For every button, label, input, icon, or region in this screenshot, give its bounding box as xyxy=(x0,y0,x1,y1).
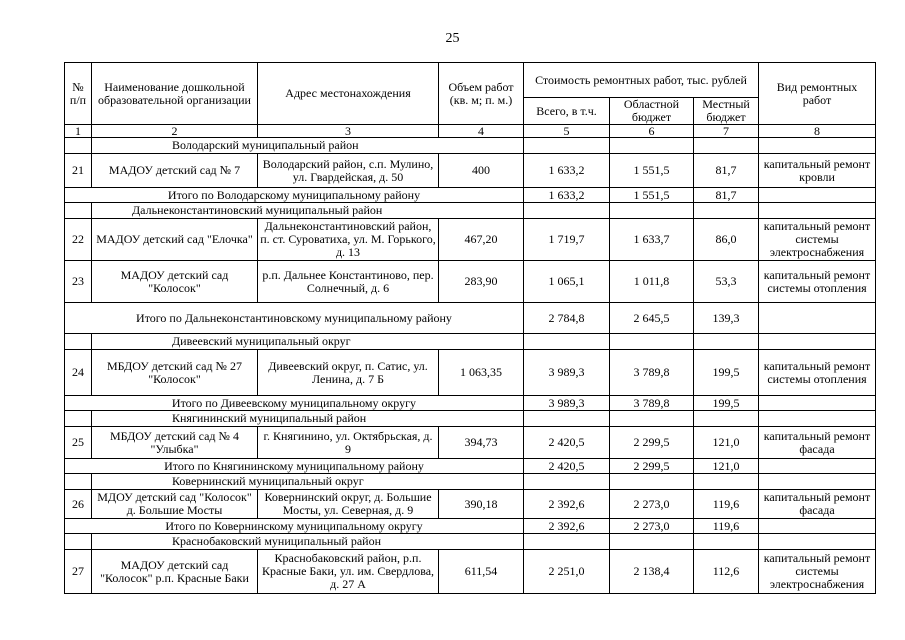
row-total: 1 719,7 xyxy=(524,219,610,261)
row-volume: 394,73 xyxy=(439,427,524,459)
district-row xyxy=(65,138,876,154)
subtotal-regional: 2 299,5 xyxy=(610,459,694,474)
subtotal-total: 3 989,3 xyxy=(524,396,610,411)
table-row xyxy=(65,154,876,188)
row-work-type: капитальный ремонт фасада xyxy=(759,427,876,459)
subtotal-label: Итого по Володарскому муниципальному району xyxy=(65,188,524,203)
district-name: Ковернинский муниципальный округ xyxy=(92,474,524,490)
district-name: Краснобаковский муниципальный район xyxy=(92,534,524,550)
row-local: 199,5 xyxy=(694,350,759,396)
row-work-type: капитальный ремонт системы электроснабжения xyxy=(759,550,876,594)
row-regional: 2 299,5 xyxy=(610,427,694,459)
district-row xyxy=(65,411,876,427)
column-number: 1 xyxy=(65,125,92,138)
table-row xyxy=(65,490,876,519)
column-number: 7 xyxy=(694,125,759,138)
header-volume: Объем работ (кв. м; п. м.) xyxy=(439,63,524,125)
column-number: 2 xyxy=(92,125,258,138)
row-address: Дальнеконстантиновский район, п. ст. Суроватиха, ул. М. Горького, д. 13 xyxy=(258,219,439,261)
header-local: Местный бюджет xyxy=(694,98,759,125)
row-org-name: МДОУ детский сад "Колосок" д. Большие Мосты xyxy=(92,490,258,519)
row-num: 25 xyxy=(65,427,92,459)
district-row xyxy=(65,334,876,350)
row-volume: 283,90 xyxy=(439,261,524,303)
row-address: Володарский район, с.п. Мулино, ул. Гвардейская, д. 50 xyxy=(258,154,439,188)
header-row-1 xyxy=(65,63,876,98)
subtotal-local: 199,5 xyxy=(694,396,759,411)
subtotal-row xyxy=(65,519,876,534)
row-org-name: МАДОУ детский сад "Колосок" xyxy=(92,261,258,303)
row-work-type: капитальный ремонт фасада xyxy=(759,490,876,519)
row-volume: 1 063,35 xyxy=(439,350,524,396)
district-name: Дальнеконстантиновский муниципальный район xyxy=(92,203,524,219)
subtotal-local: 81,7 xyxy=(694,188,759,203)
row-org-name: МАДОУ детский сад № 7 xyxy=(92,154,258,188)
row-address: р.п. Дальнее Константиново, пер. Солнечный, д. 6 xyxy=(258,261,439,303)
header-total: Всего, в т.ч. xyxy=(524,98,610,125)
row-total: 2 251,0 xyxy=(524,550,610,594)
subtotal-total: 1 633,2 xyxy=(524,188,610,203)
subtotal-label: Итого по Дальнеконстантиновскому муниципальному району xyxy=(65,303,524,334)
subtotal-row xyxy=(65,459,876,474)
district-row xyxy=(65,474,876,490)
district-row xyxy=(65,203,876,219)
row-local: 112,6 xyxy=(694,550,759,594)
row-org-name: МАДОУ детский сад "Колосок" р.п. Красные Баки xyxy=(92,550,258,594)
repair-works-table xyxy=(64,62,876,594)
table-row xyxy=(65,219,876,261)
subtotal-regional: 2 645,5 xyxy=(610,303,694,334)
row-volume: 400 xyxy=(439,154,524,188)
row-regional: 2 273,0 xyxy=(610,490,694,519)
row-num: 22 xyxy=(65,219,92,261)
row-local: 121,0 xyxy=(694,427,759,459)
row-address: Краснобаковский район, р.п. Красные Баки, ул. им. Свердлова, д. 27 А xyxy=(258,550,439,594)
row-work-type: капитальный ремонт системы отопления xyxy=(759,350,876,396)
row-work-type: капитальный ремонт кровли xyxy=(759,154,876,188)
subtotal-local: 139,3 xyxy=(694,303,759,334)
subtotal-total: 2 784,8 xyxy=(524,303,610,334)
district-name: Дивеевский муниципальный округ xyxy=(92,334,524,350)
subtotal-local: 121,0 xyxy=(694,459,759,474)
row-org-name: МБДОУ детский сад № 27 "Колосок" xyxy=(92,350,258,396)
district-name: Володарский муниципальный район xyxy=(92,138,524,154)
row-num: 24 xyxy=(65,350,92,396)
subtotal-regional: 3 789,8 xyxy=(610,396,694,411)
row-local: 81,7 xyxy=(694,154,759,188)
row-volume: 467,20 xyxy=(439,219,524,261)
subtotal-regional: 1 551,5 xyxy=(610,188,694,203)
row-address: Ковернинский округ, д. Большие Мосты, ул. Северная, д. 9 xyxy=(258,490,439,519)
row-total: 3 989,3 xyxy=(524,350,610,396)
header-cost-group: Стоимость ремонтных работ, тыс. рублей xyxy=(524,63,759,98)
subtotal-label: Итого по Княгининскому муниципальному району xyxy=(65,459,524,474)
header-work-type: Вид ремонтных работ xyxy=(759,63,876,125)
subtotal-row xyxy=(65,188,876,203)
column-number: 4 xyxy=(439,125,524,138)
subtotal-regional: 2 273,0 xyxy=(610,519,694,534)
subtotal-label: Итого по Ковернинскому муниципальному округу xyxy=(65,519,524,534)
column-number: 3 xyxy=(258,125,439,138)
header-name: Наименование дошкольной образовательной организации xyxy=(92,63,258,125)
row-work-type: капитальный ремонт системы отопления xyxy=(759,261,876,303)
row-address: Дивеевский округ, п. Сатис, ул. Ленина, д. 7 Б xyxy=(258,350,439,396)
page-number: 25 xyxy=(445,31,460,46)
subtotal-row xyxy=(65,396,876,411)
row-total: 2 420,5 xyxy=(524,427,610,459)
column-number: 6 xyxy=(610,125,694,138)
row-total: 1 633,2 xyxy=(524,154,610,188)
row-local: 53,3 xyxy=(694,261,759,303)
row-volume: 611,54 xyxy=(439,550,524,594)
row-org-name: МБДОУ детский сад № 4 "Улыбка" xyxy=(92,427,258,459)
row-num: 21 xyxy=(65,154,92,188)
row-regional: 1 551,5 xyxy=(610,154,694,188)
row-work-type: капитальный ремонт системы электроснабжения xyxy=(759,219,876,261)
header-address: Адрес местонахождения xyxy=(258,63,439,125)
header-regional: Областной бюджет xyxy=(610,98,694,125)
row-num: 27 xyxy=(65,550,92,594)
row-org-name: МАДОУ детский сад "Елочка" xyxy=(92,219,258,261)
row-total: 1 065,1 xyxy=(524,261,610,303)
subtotal-local: 119,6 xyxy=(694,519,759,534)
subtotal-total: 2 392,6 xyxy=(524,519,610,534)
column-number: 5 xyxy=(524,125,610,138)
table-row xyxy=(65,261,876,303)
subtotal-label: Итого по Дивеевскому муниципальному округу xyxy=(65,396,524,411)
table-row xyxy=(65,350,876,396)
table-row xyxy=(65,550,876,594)
district-name: Княгининский муниципальный район xyxy=(92,411,524,427)
subtotal-total: 2 420,5 xyxy=(524,459,610,474)
row-num: 26 xyxy=(65,490,92,519)
row-regional: 1 011,8 xyxy=(610,261,694,303)
row-local: 119,6 xyxy=(694,490,759,519)
row-num: 23 xyxy=(65,261,92,303)
subtotal-row xyxy=(65,303,876,334)
row-total: 2 392,6 xyxy=(524,490,610,519)
row-regional: 1 633,7 xyxy=(610,219,694,261)
column-number: 8 xyxy=(759,125,876,138)
column-numbers-row xyxy=(65,125,876,138)
district-row xyxy=(65,534,876,550)
row-volume: 390,18 xyxy=(439,490,524,519)
header-num: № п/п xyxy=(65,63,92,125)
row-regional: 3 789,8 xyxy=(610,350,694,396)
row-local: 86,0 xyxy=(694,219,759,261)
row-address: г. Княгинино, ул. Октябрьская, д. 9 xyxy=(258,427,439,459)
row-regional: 2 138,4 xyxy=(610,550,694,594)
table-row xyxy=(65,427,876,459)
